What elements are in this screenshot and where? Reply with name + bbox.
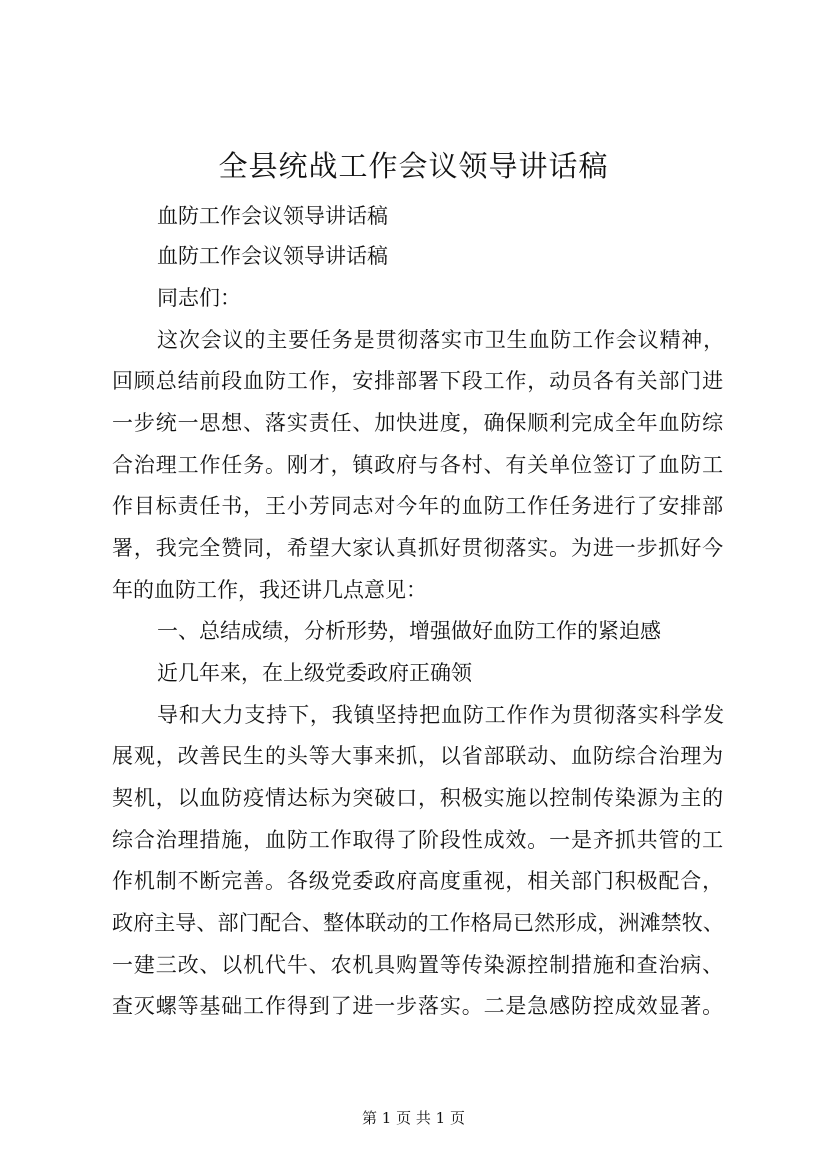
text-line: 契机，以血防疫情达标为突破口，积极实施以控制传染源为主的	[112, 786, 724, 810]
text-line: 综合治理措施，血防工作取得了阶段性成效。一是齐抓共管的工	[112, 828, 724, 852]
document-title: 全县统战工作会议领导讲话稿	[218, 149, 609, 183]
text-line: 同志们：	[157, 286, 241, 310]
text-line: 查灭螺等基础工作得到了进一步落实。二是急感防控成效显著。	[112, 994, 724, 1018]
text-line: 这次会议的主要任务是贯彻落实市卫生血防工作会议精神，	[157, 328, 725, 352]
text-line: 血防工作会议领导讲话稿	[157, 204, 388, 228]
text-line: 近几年来，在上级党委政府正确领	[157, 661, 472, 685]
text-line: 导和大力支持下，我镇坚持把血防工作作为贯彻落实科学发	[157, 703, 725, 727]
text-line: 一步统一思想、落实责任、加快进度，确保顺利完成全年血防综	[112, 411, 724, 435]
text-line: 政府主导、部门配合、整体联动的工作格局已然形成，洲滩禁牧、	[112, 911, 724, 935]
text-line: 展观，改善民生的头等大事来抓，以省部联动、血防综合治理为	[112, 744, 724, 768]
text-line: 合治理工作任务。刚才，镇政府与各村、有关单位签订了血防工	[112, 453, 724, 477]
text-line: 作机制不断完善。各级党委政府高度重视，相关部门积极配合，	[112, 869, 724, 893]
text-line: 作目标责任书，王小芳同志对今年的血防工作任务进行了安排部	[112, 494, 724, 518]
section-heading: 一、总结成绩，分析形势，增强做好血防工作的紧迫感	[157, 619, 661, 643]
page-footer: 第 1 页 共 1 页	[362, 1109, 465, 1127]
text-line: 血防工作会议领导讲话稿	[157, 244, 388, 268]
text-line: 回顾总结前段血防工作，安排部署下段工作，动员各有关部门进	[112, 369, 724, 393]
text-line: 署，我完全赞同，希望大家认真抓好贯彻落实。为进一步抓好今	[112, 536, 724, 560]
text-line: 年的血防工作，我还讲几点意见：	[112, 578, 427, 602]
text-line: 一建三改、以机代牛、农机具购置等传染源控制措施和查治病、	[112, 953, 724, 977]
